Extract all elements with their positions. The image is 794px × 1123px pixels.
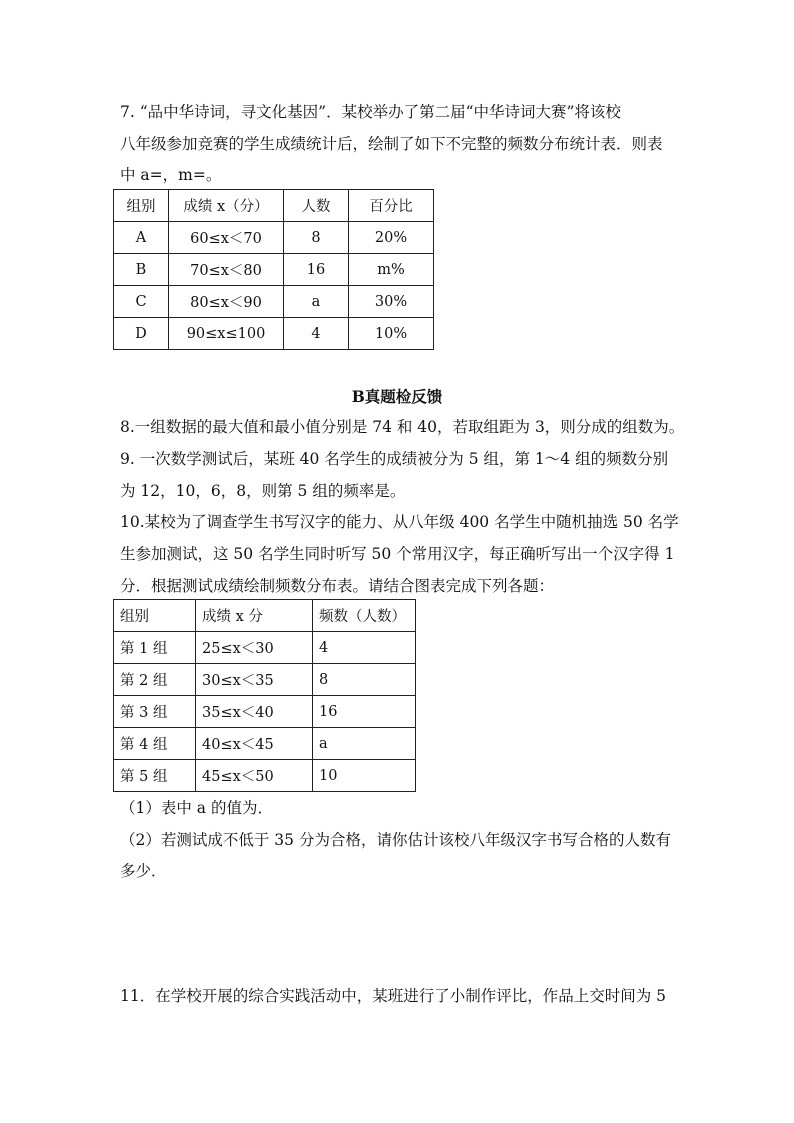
table-header-cell: 组别 <box>114 190 169 222</box>
q10-sub-question-1: （1）表中 a 的值为． <box>120 799 273 817</box>
q7-line-1: 7. “品中华诗词，寻文化基因”．某校举办了第二届“中华诗词大赛”将该校 <box>120 103 621 121</box>
section-heading: B真题检反馈 <box>351 387 443 406</box>
table-header-row <box>114 600 416 632</box>
table-cell: m% <box>349 254 434 286</box>
table-cell: 第 3 组 <box>114 696 196 728</box>
table-header-cell: 频数（人数） <box>313 600 416 632</box>
table-row <box>114 286 434 318</box>
q10-sub-question-2-line-1: （2）若测试成不低于 35 分为合格，请你估计该校八年级汉字书写合格的人数有 <box>120 831 671 849</box>
q10-line-2: 生参加测试，这 50 名学生同时听写 50 个常用汉字，每正确听写出一个汉字得 1 <box>120 545 675 563</box>
table-cell: 90≤x≤100 <box>169 318 284 350</box>
table-cell: 40≤x＜45 <box>196 728 313 760</box>
table-cell: 10 <box>313 760 416 792</box>
table-cell: 第 1 组 <box>114 632 196 664</box>
q7-line-2: 八年级参加竞赛的学生成绩统计后，绘制了如下不完整的频数分布统计表．则表 <box>120 135 663 153</box>
q9-line-1: 9. 一次数学测试后，某班 40 名学生的成绩被分为 5 组，第 1～4 组的频数分别 <box>120 450 669 468</box>
table-header-cell: 百分比 <box>349 190 434 222</box>
table-cell: 30% <box>349 286 434 318</box>
table-header-cell: 成绩 x 分 <box>196 600 313 632</box>
table-row <box>114 318 434 350</box>
table-cell: A <box>114 222 169 254</box>
table-row <box>114 760 416 792</box>
table-cell: a <box>284 286 349 318</box>
table-row <box>114 696 416 728</box>
q10-line-1: 10.某校为了调查学生书写汉字的能力、从八年级 400 名学生中随机抽选 50 名学 <box>120 513 679 531</box>
table-row <box>114 222 434 254</box>
q10-frequency-table <box>113 599 416 792</box>
table-cell: 20% <box>349 222 434 254</box>
table-row <box>114 632 416 664</box>
table-cell: 4 <box>313 632 416 664</box>
table-cell: 第 2 组 <box>114 664 196 696</box>
q7-frequency-table <box>113 189 434 350</box>
q11-line: 11．在学校开展的综合实践活动中，某班进行了小制作评比，作品上交时间为 5 <box>120 987 667 1005</box>
table-cell: 30≤x＜35 <box>196 664 313 696</box>
table-cell: 35≤x＜40 <box>196 696 313 728</box>
q7-line-3: 中 a=，m=。 <box>120 166 222 184</box>
table-cell: C <box>114 286 169 318</box>
table-cell: 16 <box>313 696 416 728</box>
table-cell: 8 <box>313 664 416 696</box>
table-cell: 60≤x＜70 <box>169 222 284 254</box>
table-row <box>114 728 416 760</box>
table-cell: 8 <box>284 222 349 254</box>
q10-line-3: 分．根据测试成绩绘制频数分布表。请结合图表完成下列各题： <box>120 577 555 595</box>
q9-line-2: 为 12，10，6，8，则第 5 组的频率是。 <box>120 482 406 500</box>
table-header-cell: 成绩 x（分） <box>169 190 284 222</box>
table-cell: 4 <box>284 318 349 350</box>
table-header-row <box>114 190 434 222</box>
table-cell: a <box>313 728 416 760</box>
table-cell: B <box>114 254 169 286</box>
table-row <box>114 664 416 696</box>
table-cell: 45≤x＜50 <box>196 760 313 792</box>
table-cell: D <box>114 318 169 350</box>
q8-line: 8.一组数据的最大值和最小值分别是 74 和 40，若取组距为 3，则分成的组数为。 <box>120 418 685 436</box>
table-cell: 16 <box>284 254 349 286</box>
table-row <box>114 254 434 286</box>
table-cell: 70≤x＜80 <box>169 254 284 286</box>
table-cell: 第 4 组 <box>114 728 196 760</box>
q10-sub-question-2-line-2: 多少． <box>120 862 167 880</box>
table-cell: 25≤x＜30 <box>196 632 313 664</box>
table-header-cell: 人数 <box>284 190 349 222</box>
table-header-cell: 组别 <box>114 600 196 632</box>
table-cell: 10% <box>349 318 434 350</box>
table-cell: 80≤x＜90 <box>169 286 284 318</box>
table-cell: 第 5 组 <box>114 760 196 792</box>
